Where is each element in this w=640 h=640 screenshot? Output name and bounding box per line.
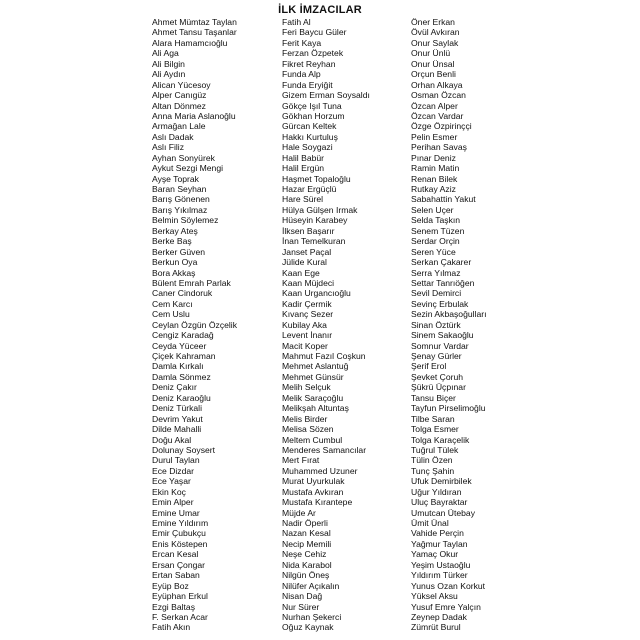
signatory-name: Alper Canıgüz: [152, 90, 207, 101]
signatory-name: Eyüp Boz: [152, 580, 189, 591]
signatory-name: Serkan Çakarer: [411, 257, 472, 268]
signatory-name: Jülide Kural: [282, 257, 327, 268]
signatory-name: Deniz Karaoğlu: [152, 392, 211, 403]
signatory-name: Yüksel Aksu: [411, 591, 458, 602]
signatory-name: Özcan Alper: [411, 100, 458, 111]
signatory-name: Melih Selçuk: [282, 382, 331, 393]
signatory-name: Şükrü Üçpınar: [411, 382, 466, 393]
signatory-name: Funda Alp: [282, 69, 321, 80]
signatory-name: Barış Gönenen: [152, 194, 210, 205]
signatory-name: Pelin Esmer: [411, 131, 458, 142]
signatory-name: Perihan Savaş: [411, 142, 467, 153]
signatory-name: Mustafa Avkıran: [282, 486, 344, 497]
signatory-name: Halil Babür: [282, 152, 325, 163]
signatory-name: Tayfun Pirselimoğlu: [411, 403, 486, 414]
signatory-name: Ahmet Tansu Taşanlar: [152, 27, 237, 38]
signatory-name: Settar Tanrıöğen: [411, 277, 475, 288]
signatory-name: Serra Yılmaz: [411, 267, 461, 278]
signatory-name: Uğur Yıldıran: [411, 486, 462, 497]
signatory-name: Nazan Kesal: [282, 528, 331, 539]
signatory-name: Nida Karabol: [282, 559, 332, 570]
signatory-name: Sezin Akbaşoğulları: [411, 309, 487, 320]
signatory-name: Müjde Ar: [282, 507, 316, 518]
signatory-name: Gökçe Işıl Tuna: [282, 100, 342, 111]
signatory-column-1: [152, 17, 237, 633]
signatory-name: Ekin Koç: [152, 486, 186, 497]
signatory-name: Ercan Kesal: [152, 549, 199, 560]
signatory-name: Ramin Matin: [411, 163, 460, 174]
signatory-name: Berke Baş: [152, 236, 192, 247]
signatory-name: Gökhan Horzum: [282, 110, 345, 121]
signatory-name: Ufuk Demirbilek: [411, 476, 472, 487]
signatory-name: Bora Akkaş: [152, 267, 196, 278]
signatory-name: Selen Uçer: [411, 204, 454, 215]
signatory-name: Osman Özcan: [411, 90, 466, 101]
signatory-name: Menderes Samancılar: [282, 444, 367, 455]
signatory-column-3: [411, 17, 486, 633]
signatory-name: Kadir Çermik: [282, 298, 332, 309]
signatory-name: Kaan Müjdeci: [282, 277, 335, 288]
signatory-name: Nisan Dağ: [282, 591, 323, 602]
signatory-name: Ceyda Yüceer: [152, 340, 207, 351]
signatory-name: Feri Baycu Güler: [282, 27, 347, 38]
signatory-name: Ceylan Özgün Özçelik: [152, 319, 238, 330]
signatory-name: Mustafa Kırantepe: [282, 497, 353, 508]
signatory-name: Senem Tüzen: [411, 225, 465, 236]
signatory-name: Alara Hamamcıoğlu: [152, 37, 228, 48]
signatory-name: Çiçek Kahraman: [152, 351, 216, 361]
signatory-name: Fatih Akın: [152, 622, 191, 633]
signatory-name: Hare Sürel: [282, 194, 324, 205]
signatory-name: Kaan Urgancıoğlu: [282, 288, 351, 299]
signatory-name: Durul Taylan: [152, 455, 200, 466]
signatory-name: Somnur Vardar: [411, 340, 469, 351]
signatory-name: Ferit Kaya: [282, 37, 322, 48]
signatory-name: Macit Koper: [282, 340, 328, 351]
signatory-name: Selda Taşkın: [411, 215, 461, 226]
signatory-name: Ersan Çongar: [152, 559, 206, 570]
signatory-name: Dolunay Soysert: [152, 444, 216, 455]
signatory-name: Orçun Benli: [411, 69, 456, 80]
signatory-name: Ece Dizdar: [152, 465, 195, 476]
signatory-name: Tunç Şahin: [411, 465, 455, 476]
signatory-name: Damla Sönmez: [152, 371, 211, 382]
signatory-name: Meltem Cumbul: [282, 434, 343, 445]
signatory-name: Onur Saylak: [411, 37, 459, 48]
signatory-name: Mehmet Aslantuğ: [282, 361, 349, 372]
signatory-name: Renan Bilek: [411, 173, 458, 184]
signatory-name: Rutkay Aziz: [411, 184, 456, 194]
signatory-name: Pınar Deniz: [411, 152, 456, 163]
signatory-name: Tülin Özen: [411, 455, 453, 466]
signatory-name: Belmin Söylemez: [152, 215, 219, 226]
signatory-name: Sinem Sakaoğlu: [411, 330, 474, 341]
signatory-name: Fikret Reyhan: [282, 58, 336, 69]
signatory-name: Zümrüt Burul: [411, 622, 461, 633]
signatory-name: Tolga Karaçelik: [411, 434, 470, 445]
signatory-name: Janset Paçal: [282, 246, 332, 257]
signatory-name: Orhan Alkaya: [411, 79, 463, 90]
signatory-name: Murat Uyurkulak: [282, 476, 345, 487]
signatory-name: Hülya Gülşen Irmak: [282, 204, 358, 215]
signatory-name: Eyüphan Erkul: [152, 591, 208, 602]
signatory-name: Hazar Ergüçlü: [282, 184, 337, 194]
signatory-name: Berkay Ateş: [152, 225, 198, 236]
signatory-name: Anna Maria Aslanoğlu: [152, 110, 236, 121]
signatory-name: Melis Birder: [282, 413, 328, 424]
signatory-name: Melisa Sözen: [282, 424, 334, 435]
signatory-name: Sevinç Erbulak: [411, 298, 469, 309]
signatory-name: Necip Memili: [282, 538, 332, 549]
signatory-name: Yamaç Okur: [411, 549, 459, 560]
signatory-name: Emir Çubukçu: [152, 528, 206, 539]
signatory-name: Nurhan Şekerci: [282, 611, 342, 622]
signatory-name: Baran Seyhan: [152, 184, 207, 194]
signatory-name: Ayşe Toprak: [152, 173, 199, 184]
signatory-name: Umutcan Ütebay: [411, 507, 476, 518]
signatory-name: Cem Karcı: [152, 298, 193, 309]
signatory-name: Onur Ünsal: [411, 58, 455, 69]
signatory-name: Doğu Akal: [152, 434, 192, 445]
signatory-name: Kaan Ege: [282, 267, 320, 278]
signatory-name: Şenay Gürler: [411, 351, 462, 361]
signatory-column-2: [282, 17, 370, 633]
signatory-name: Yeşim Ustaoğlu: [411, 559, 471, 570]
signatory-name: Ezgi Baltaş: [152, 601, 195, 612]
signatory-name: Melik Saraçoğlu: [282, 392, 344, 403]
signatory-name: Tuğrul Tülek: [411, 444, 459, 455]
signatory-name: F. Serkan Acar: [152, 611, 208, 622]
signatory-name: Ali Aydın: [152, 69, 186, 80]
signatory-name: Muhammed Uzuner: [282, 465, 358, 476]
signatory-name: Sabahattin Yakut: [411, 194, 476, 205]
signatory-name: Cengiz Karadağ: [152, 330, 214, 341]
signatory-name: Uluç Bayraktar: [411, 497, 468, 508]
signatory-name: Armağan Lale: [152, 121, 206, 132]
signatory-name: Aslı Dadak: [152, 131, 194, 142]
signatory-name: Onur Ünlü: [411, 48, 451, 59]
signatory-name: Ali Aga: [152, 48, 179, 59]
signatory-name: Aykut Sezgi Mengi: [152, 163, 224, 174]
signatory-name: Nadir Öperli: [282, 518, 328, 528]
signatory-name: Emine Yıldırım: [152, 518, 209, 528]
signatory-name: Şevket Çoruh: [411, 371, 464, 382]
signatory-name: Özge Özpirinççi: [411, 121, 472, 132]
signatory-name: Kubilay Aka: [282, 319, 327, 330]
signatory-name: Oğuz Kaynak: [282, 622, 334, 633]
signatory-name: Sevil Demirci: [411, 288, 462, 299]
page-title: İLK İMZACILAR: [278, 4, 362, 16]
signatory-name: Şerif Erol: [411, 361, 447, 372]
signatory-name: Hakkı Kurtuluş: [282, 131, 338, 142]
signatory-name: Melikşah Altuntaş: [282, 403, 349, 414]
signatory-name: İnan Temelkuran: [282, 236, 346, 247]
signatory-name: Aslı Filiz: [152, 142, 184, 153]
signatory-name: Enis Köstepen: [152, 538, 208, 549]
signatory-name: Gürcan Keltek: [282, 121, 337, 132]
signatory-name: Hüseyin Karabey: [282, 215, 348, 226]
signatory-name: Övül Avkıran: [411, 27, 460, 38]
signatory-name: Serdar Orçin: [411, 236, 460, 247]
signatory-name: Ertan Saban: [152, 570, 200, 581]
signatory-name: Ece Yaşar: [152, 476, 191, 487]
signatory-name: Mehmet Günsür: [282, 371, 344, 382]
signatory-name: Levent İnanır: [282, 330, 333, 341]
signatory-name: Devrim Yakut: [152, 413, 203, 424]
signatory-name: Seren Yüce: [411, 246, 456, 257]
signatory-name: Funda Eryiğit: [282, 79, 333, 90]
signatory-name: Özcan Vardar: [411, 110, 464, 121]
signatory-name: Deniz Türkali: [152, 403, 202, 414]
signatory-name: Ayhan Sonyürek: [152, 152, 215, 163]
signatory-name: Damla Kırkalı: [152, 361, 204, 372]
signatory-name: Hale Soygazi: [282, 142, 333, 153]
signatory-name: Ferzan Özpetek: [282, 48, 344, 59]
signatory-name: Vahide Perçin: [411, 528, 464, 539]
signatory-name: Dilde Mahalli: [152, 424, 202, 435]
signatory-name: Tilbe Saran: [411, 413, 455, 424]
signatory-name: Deniz Çakır: [152, 382, 197, 393]
signatory-name: Berker Güven: [152, 246, 206, 257]
signatory-name: Ümit Ünal: [411, 518, 449, 528]
signatory-name: Nilgün Öneş: [282, 570, 330, 581]
signatory-name: Caner Cindoruk: [152, 288, 213, 299]
signatory-name: Zeynep Dadak: [411, 611, 467, 622]
signatory-name: Tansu Biçer: [411, 392, 456, 403]
signatory-name: Halil Ergün: [282, 163, 325, 174]
signatory-name: Öner Erkan: [411, 17, 455, 27]
signatory-name: Alican Yücesoy: [152, 79, 211, 90]
signatory-name: Yağmur Taylan: [411, 538, 468, 549]
signatory-name: Sinan Öztürk: [411, 319, 461, 330]
signatory-name: Nilüfer Açıkalın: [282, 580, 340, 591]
signatory-name: İlksen Başarır: [282, 225, 335, 236]
signatory-name: Tolga Esmer: [411, 424, 459, 435]
signatory-name: Ahmet Mümtaz Taylan: [152, 17, 237, 27]
signatory-name: Yunus Ozan Korkut: [411, 580, 486, 591]
signatory-name: Emin Alper: [152, 497, 194, 508]
signatory-name: Berkun Oya: [152, 257, 198, 268]
signatory-name: Mert Fırat: [282, 455, 320, 466]
signatory-name: Fatih Al: [282, 17, 311, 27]
signatory-name: Kıvanç Sezer: [282, 309, 334, 320]
signatory-name: Mahmut Fazıl Coşkun: [282, 351, 366, 361]
signatory-name: Haşmet Topaloğlu: [282, 173, 351, 184]
signatory-name: Bülent Emrah Parlak: [152, 277, 231, 288]
signatory-name: Emine Umar: [152, 507, 200, 518]
signatory-name: Gizem Erman Soysaldı: [282, 90, 370, 101]
signatory-name: Neşe Cehiz: [282, 549, 327, 560]
signatory-name: Altan Dönmez: [152, 100, 206, 111]
signatory-name: Nur Sürer: [282, 601, 320, 612]
signatory-name: Yıldırım Türker: [411, 570, 468, 581]
signatory-name: Yusuf Emre Yalçın: [411, 601, 481, 612]
signatory-name: Ali Bilgin: [152, 58, 185, 69]
signatory-name: Cem Uslu: [152, 309, 190, 320]
signatory-name: Barış Yıkılmaz: [152, 204, 208, 215]
